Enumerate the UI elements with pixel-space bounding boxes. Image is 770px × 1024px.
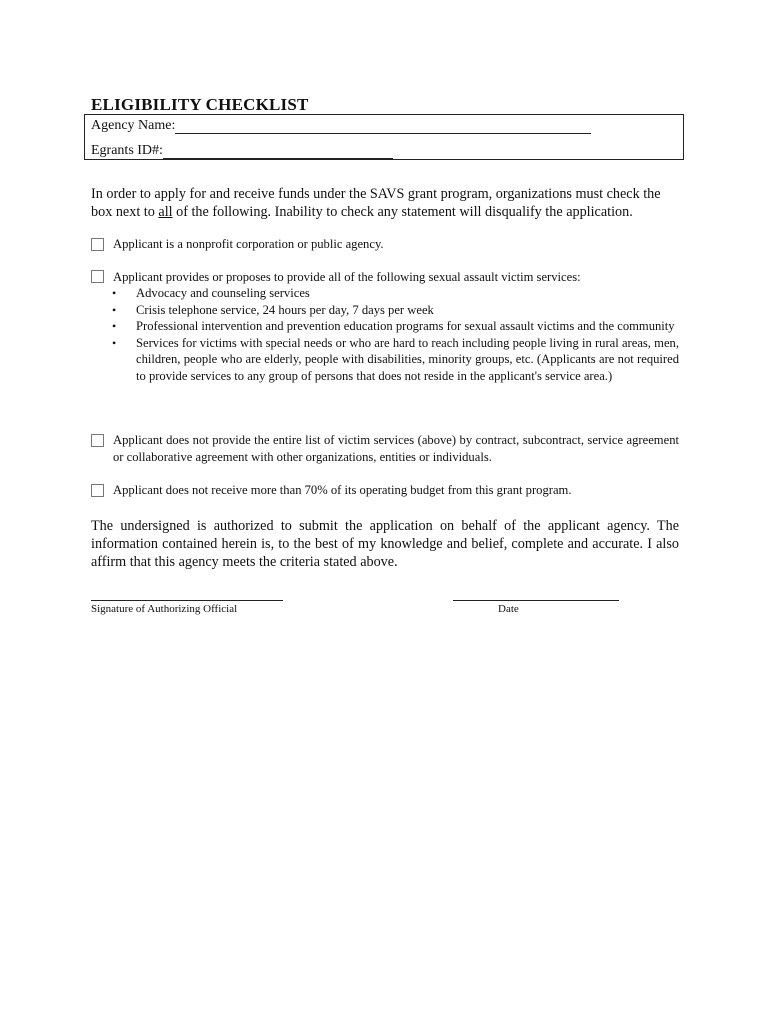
intro-paragraph [91, 185, 681, 221]
checklist-item-services: Applicant provides or proposes to provide all of the following sexual assault victim services: [113, 270, 581, 284]
checkbox-nonprofit[interactable] [91, 238, 104, 251]
list-item [113, 302, 679, 319]
checklist-item-nonprofit: Applicant is a nonprofit corporation or public agency. [113, 237, 384, 251]
list-item [113, 318, 679, 335]
agency-name-field[interactable] [175, 119, 591, 134]
checkbox-services[interactable] [91, 270, 104, 283]
page-title: ELIGIBILITY CHECKLIST [91, 95, 309, 114]
egrants-id-field[interactable] [163, 144, 393, 159]
service-text: Services for victims with special needs or who are hard to reach including people living in rural areas, men, children, people who are elderly, people with disabilities, minority groups, etc. (Applicants are not required to provide services to any group of persons that does not reside in the applicant's service area.) [136, 335, 679, 383]
checklist-item-no-subcontract: Applicant does not provide the entire list of victim services (above) by contract, subcontract, service agreement or collaborative agreement with other organizations, entities or individuals. [113, 433, 679, 464]
checkbox-no-subcontract[interactable] [91, 434, 104, 447]
bullet-icon: • [112, 302, 117, 317]
checkbox-budget-limit[interactable] [91, 484, 104, 497]
egrants-id-row [91, 143, 393, 159]
date-line[interactable] [453, 600, 619, 601]
bullet-icon: • [112, 319, 117, 333]
signature-label: Signature of Authorizing Official [91, 603, 238, 615]
intro-emphasis: all [158, 204, 173, 220]
list-item [113, 335, 679, 385]
egrants-id-label: Egrants ID#: [91, 143, 163, 158]
signature-line[interactable] [91, 600, 283, 601]
list-item [113, 285, 679, 302]
bullet-icon: • [112, 286, 117, 300]
agency-name-label: Agency Name: [91, 118, 176, 133]
service-text: Advocacy and counseling services [136, 286, 310, 300]
intro-text-1: In order to apply for and receive funds under the SAVS grant program, organizations must check the box next to [91, 186, 661, 220]
services-list [113, 285, 679, 384]
service-text: Crisis telephone service, 24 hours per day, 7 days per week [136, 302, 434, 317]
checklist-item-budget-limit: Applicant does not receive more than 70% of its operating budget from this grant program. [113, 483, 572, 497]
date-label: Date [498, 603, 519, 615]
service-text: Professional intervention and prevention education programs for sexual assault victims and the community [136, 319, 675, 333]
bullet-icon: • [112, 335, 117, 350]
agency-name-row [91, 118, 591, 134]
intro-text-2: of the following. Inability to check any statement will disqualify the application. [172, 204, 633, 220]
agency-info-box [84, 114, 684, 160]
certification-paragraph: The undersigned is authorized to submit the application on behalf of the applicant agency. The information contained herein is, to the best of my knowledge and belief, complete and accurate. I also affirm that this agency meets the criteria stated above. [91, 518, 679, 570]
